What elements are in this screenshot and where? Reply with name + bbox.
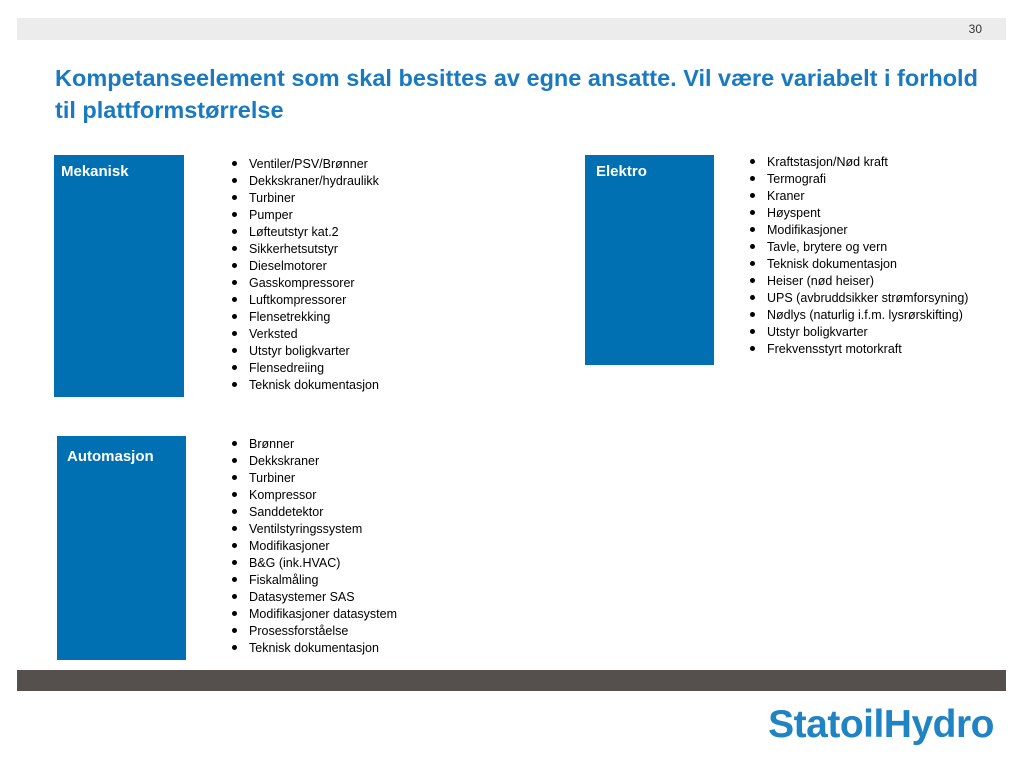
list-item: Pumper	[229, 207, 379, 224]
list-item: Ventilstyringssystem	[229, 521, 397, 538]
list-item: Kraftstasjon/Nød kraft	[747, 154, 968, 171]
list-item: Datasystemer SAS	[229, 589, 397, 606]
statoilhydro-logo: StatoilHydro	[768, 703, 994, 746]
automasjon-label: Automasjon	[67, 448, 154, 465]
list-item: Løfteutstyr kat.2	[229, 224, 379, 241]
list-item: Teknisk dokumentasjon	[229, 377, 379, 394]
list-item: Flensedreiing	[229, 360, 379, 377]
list-item: B&G (ink.HVAC)	[229, 555, 397, 572]
slide-title: Kompetanseelement som skal besittes av egne ansatte. Vil være variabelt i forhold til plattformstørrelse	[55, 65, 978, 123]
list-item: Dieselmotorer	[229, 258, 379, 275]
list-item: Fiskalmåling	[229, 572, 397, 589]
list-item: Tavle, brytere og vern	[747, 239, 968, 256]
list-item: Flensetrekking	[229, 309, 379, 326]
list-item: Teknisk dokumentasjon	[747, 256, 968, 273]
automasjon-list	[229, 436, 397, 657]
list-item: Gasskompressorer	[229, 275, 379, 292]
list-item: UPS (avbruddsikker strømforsyning)	[747, 290, 968, 307]
list-item: Utstyr boligkvarter	[229, 343, 379, 360]
list-item: Sikkerhetsutstyr	[229, 241, 379, 258]
list-item: Prosessforståelse	[229, 623, 397, 640]
list-item: Sanddetektor	[229, 504, 397, 521]
mekanisk-label: Mekanisk	[61, 163, 129, 180]
list-item: Modifikasjoner	[229, 538, 397, 555]
list-item: Høyspent	[747, 205, 968, 222]
list-item: Kraner	[747, 188, 968, 205]
automasjon-box	[57, 436, 186, 660]
list-item: Brønner	[229, 436, 397, 453]
list-item: Kompressor	[229, 487, 397, 504]
list-item: Luftkompressorer	[229, 292, 379, 309]
list-item: Teknisk dokumentasjon	[229, 640, 397, 657]
list-item: Nødlys (naturlig i.f.m. lysrørskifting)	[747, 307, 968, 324]
list-item: Utstyr boligkvarter	[747, 324, 968, 341]
elektro-box	[585, 155, 714, 365]
list-item: Turbiner	[229, 190, 379, 207]
list-item: Termografi	[747, 171, 968, 188]
list-item: Ventiler/PSV/Brønner	[229, 156, 379, 173]
elektro-label: Elektro	[596, 163, 647, 180]
mekanisk-box	[54, 155, 184, 397]
list-item: Modifikasjoner datasystem	[229, 606, 397, 623]
page-number: 30	[968, 22, 982, 36]
mekanisk-list	[229, 156, 379, 394]
list-item: Frekvensstyrt motorkraft	[747, 341, 968, 358]
list-item: Turbiner	[229, 470, 397, 487]
list-item: Dekkskraner	[229, 453, 397, 470]
list-item: Dekkskraner/hydraulikk	[229, 173, 379, 190]
elektro-list	[747, 154, 968, 358]
list-item: Heiser (nød heiser)	[747, 273, 968, 290]
list-item: Verksted	[229, 326, 379, 343]
list-item: Modifikasjoner	[747, 222, 968, 239]
footer-bar	[17, 670, 1006, 691]
header-bar	[17, 18, 1006, 40]
